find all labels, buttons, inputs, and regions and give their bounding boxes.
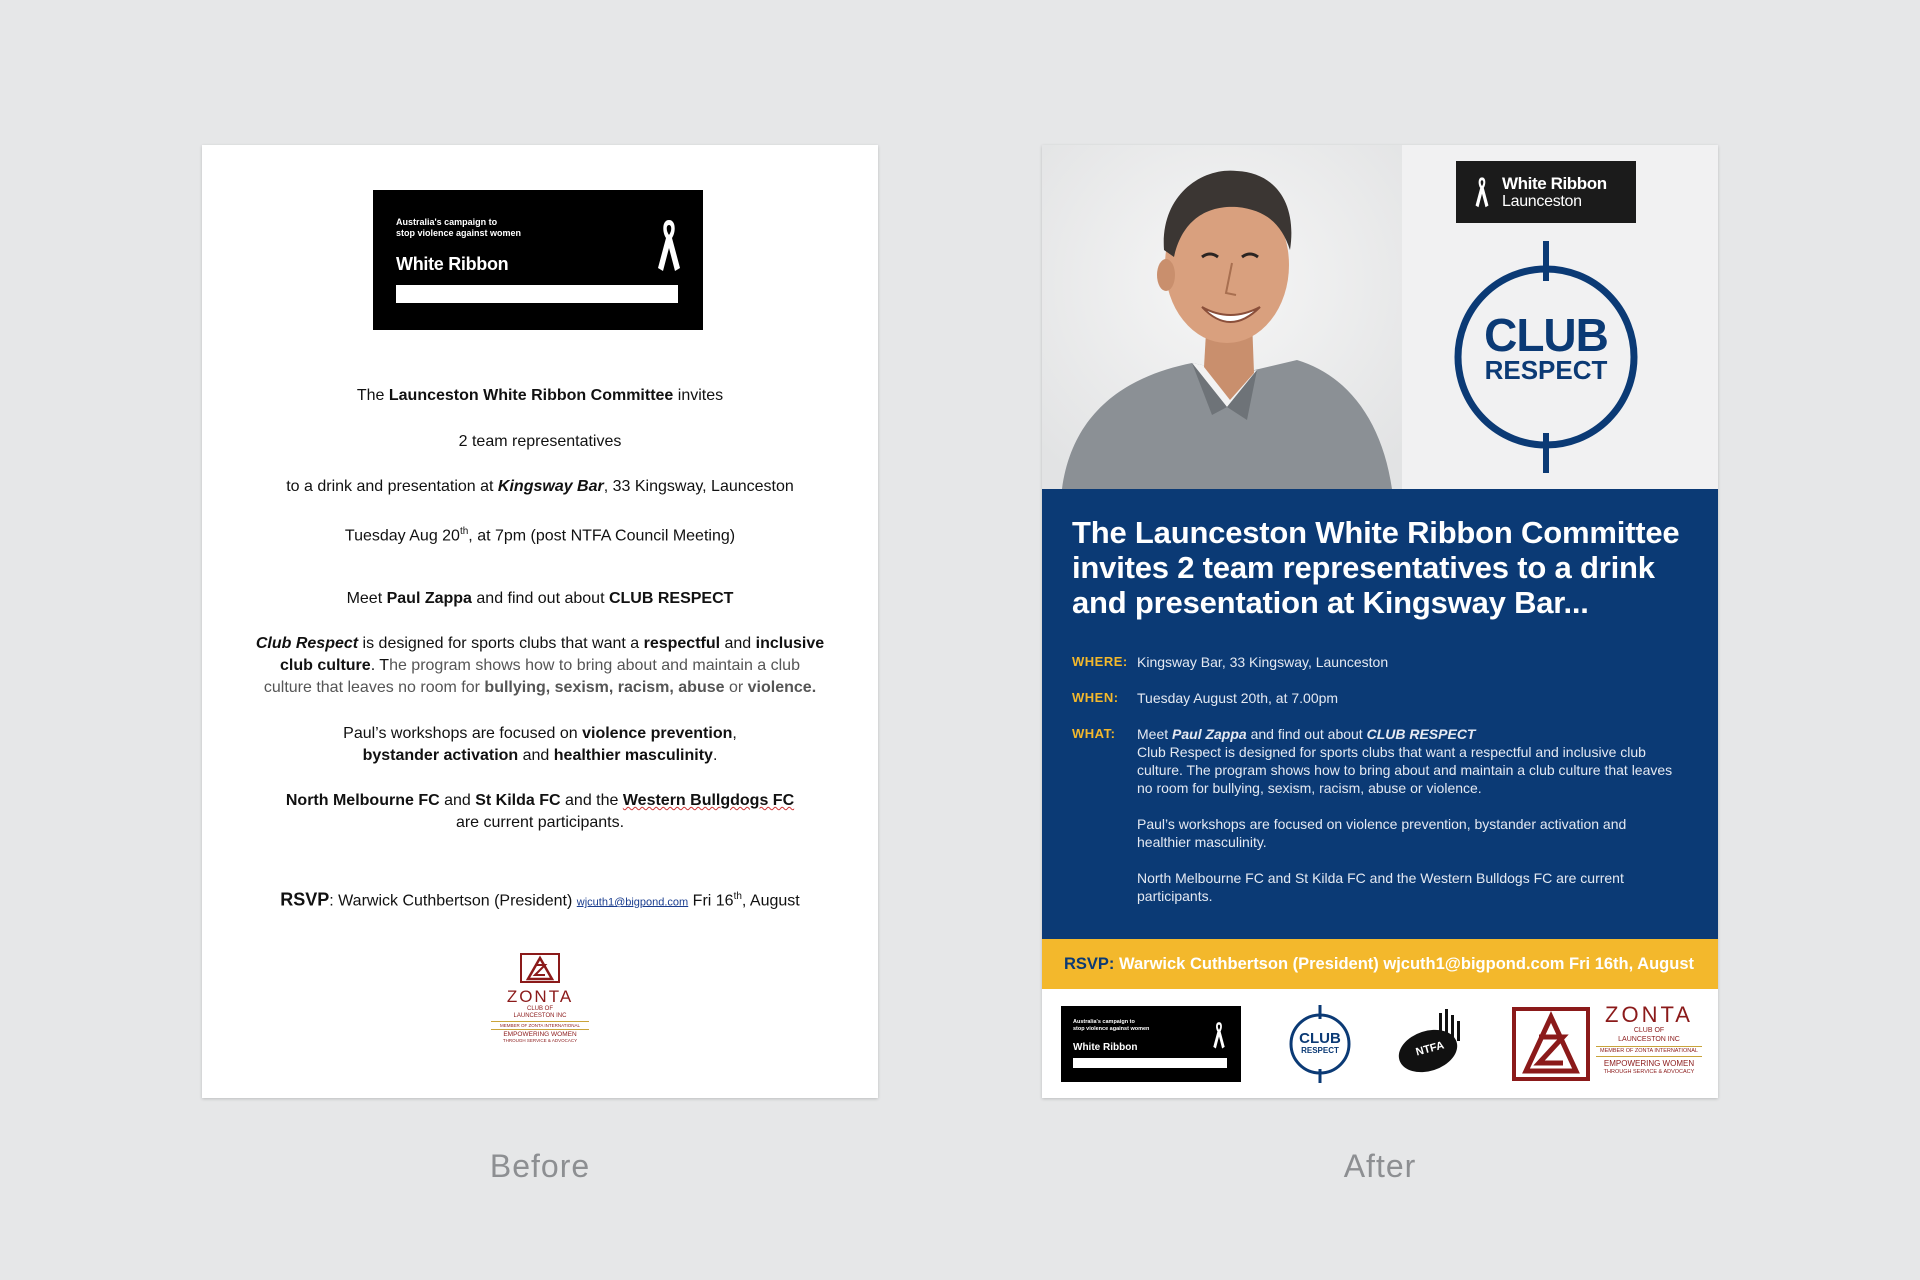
zonta-logo-small: ZONTA CLUB OF LAUNCESTON INC MEMBER OF ZONTA INTERNATIONAL EMPOWERING WOMEN THROUGH SERVICE & ADVOCACY — [485, 953, 595, 1044]
what-meet-line: Meet Paul Zappa and find out about CLUB RESPECT — [1137, 726, 1476, 742]
white-ribbon-logo — [373, 190, 703, 330]
wrl-line1: White Ribbon — [1502, 174, 1607, 193]
rsvp-bar: RSVP: Warwick Cuthbertson (President) wjcuth1@bigpond.com Fri 16th, August — [1042, 939, 1718, 989]
wr-tagline-2: stop violence against women — [396, 228, 522, 238]
footer-logos — [1042, 989, 1718, 1098]
what-paragraph-2: Paul’s workshops are focused on violence prevention, bystander activation and healthier masculinity. — [1137, 816, 1627, 850]
zonta-logo: ZONTA CLUB OF LAUNCESTON INC MEMBER OF ZONTA INTERNATIONAL EMPOWERING WOMEN THROUGH SERVICE & ADVOCACY — [1512, 1004, 1702, 1084]
club-respect-line1: CLUB — [1484, 309, 1608, 361]
rsvp-text: Warwick Cuthbertson (President) wjcuth1@bigpond.com Fri 16th, August — [1119, 955, 1695, 973]
after-caption: After — [1343, 1148, 1417, 1184]
rsvp-line: RSVP: Warwick Cuthbertson (President) wjcuth1@bigpond.com Fri 16th, August — [280, 889, 800, 910]
headline: The Launceston White Ribbon Committee invites 2 team representatives to a drink and presentation at Kingsway Bar... — [1072, 515, 1680, 620]
workshops-paragraph: Paul’s workshops are focused on violence prevention, bystander activation and healthier masculinity. — [343, 725, 737, 764]
hero-photo-area — [1042, 145, 1718, 489]
details-panel: The Launceston White Ribbon Committee invites 2 team representatives to a drink and presentation at Kingsway Bar... WHERE: Kingsway Bar, 33 Kingsway, Launceston WHEN: Tuesday August 20th, at 7.00pm WHAT: Meet Paul Zappa and find out about CLUB RESPECT Club Respect is designed for sports clubs that want a respectful and inclusive club culture. The program shows how to bring about and maintain a club culture that leaves no room for bullying, sexism, racism, abuse or violence. Paul’s workshops are focused on violence prevention, bystander activation and healthier masculinity. North Melbourne FC and St Kilda FC and the Western Bulldogs FC are current participants. — [1042, 489, 1718, 939]
white-ribbon-logo-small: Australia's campaign to stop violence against women White Ribbon — [1061, 1006, 1241, 1082]
what-paragraph-1: Club Respect is designed for sports clubs that want a respectful and inclusive club culture. The program shows how to bring about and maintain a club culture that leaves no room for bullying, sexism, racism, abuse or violence. — [1137, 744, 1673, 796]
ribbon-icon — [1211, 1020, 1227, 1050]
wrl-line2: Launceston — [1502, 193, 1582, 210]
ribbon-icon — [654, 216, 684, 274]
venue-line: to a drink and presentation at Kingsway Bar, 33 Kingsway, Launceston — [286, 478, 794, 495]
zonta-emblem-icon — [520, 953, 560, 983]
before-caption: Before — [489, 1148, 591, 1184]
club-respect-logo — [1450, 241, 1642, 473]
reps-line: 2 team representatives — [458, 433, 622, 450]
clubs-paragraph: North Melbourne FC and St Kilda FC and the Western Bullgdogs FC are current participants. — [285, 792, 795, 831]
invite-line: The Launceston White Ribbon Committee invites — [356, 387, 724, 404]
what-paragraph-3: North Melbourne FC and St Kilda FC and the Western Bulldogs FC are current participants. — [1137, 870, 1624, 904]
date-line: Tuesday Aug 20th, at 7pm (post NTFA Council Meeting) — [344, 526, 736, 545]
wr-tagline-1: Australia's campaign to — [396, 217, 498, 227]
club-respect-logo-small: CLUB RESPECT — [1286, 1005, 1354, 1083]
after-flyer — [1042, 145, 1718, 1098]
rsvp-email-link[interactable]: wjcuth1@bigpond.com — [576, 896, 689, 909]
speaker-photo — [1042, 145, 1402, 489]
meet-line: Meet Paul Zappa and find out about CLUB RESPECT — [346, 590, 734, 607]
ribbon-icon — [1470, 175, 1494, 209]
club-respect-line2: RESPECT — [1484, 355, 1608, 385]
wr-bar — [396, 285, 678, 303]
wr-name: White Ribbon — [396, 254, 509, 274]
club-respect-paragraph: Club Respect is designed for sports clubs that want a respectful and inclusive club culture. The program shows how to bring about and maintain a club culture that leaves no room for bullying, sexism, racism, abuse or violence. — [255, 635, 825, 696]
white-ribbon-launceston-logo — [1456, 161, 1636, 223]
zonta-emblem-icon — [1512, 1007, 1590, 1081]
before-document — [202, 145, 878, 1098]
ntfa-logo: NTFA — [1395, 1007, 1465, 1079]
